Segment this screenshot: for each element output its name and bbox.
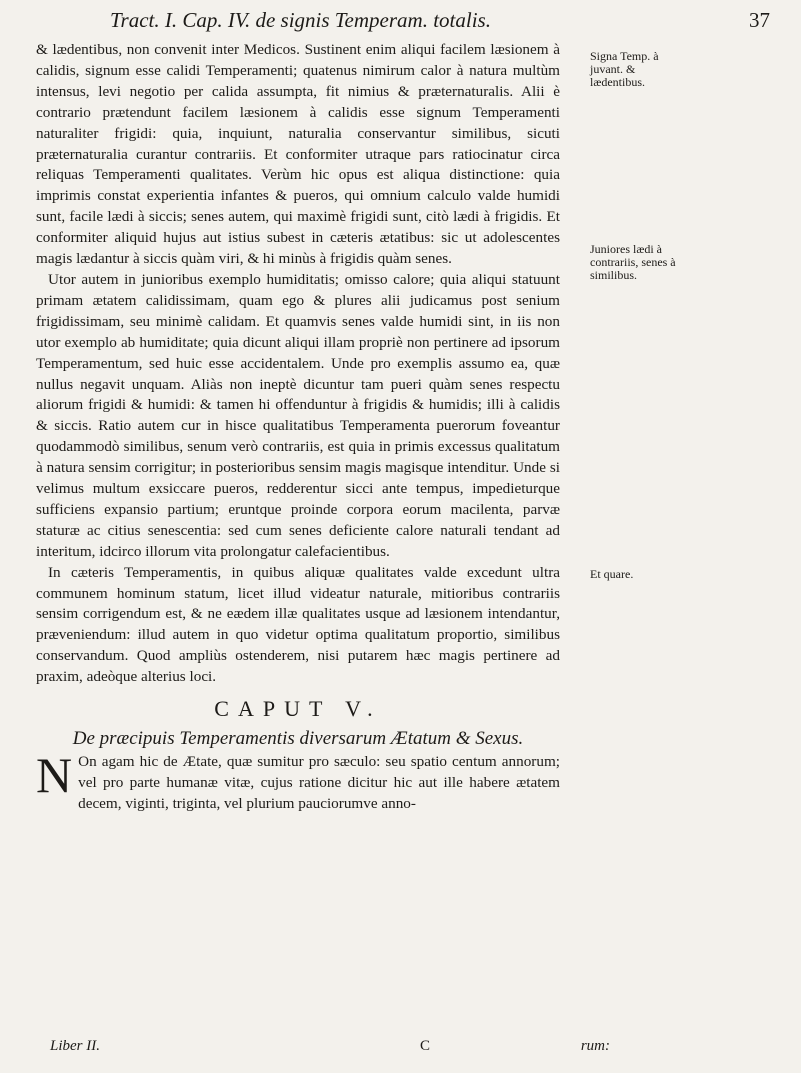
chapter-heading: CAPUT V. — [214, 696, 382, 722]
margin-note-signa: Signa Temp. à juvant. & lædentibus. — [590, 49, 659, 89]
drop-initial: N — [36, 747, 73, 804]
page-number: 37 — [749, 8, 770, 32]
paragraph-3: In cæteris Temperamentis, in quibus aliquæ qualitates valde excedunt ultra communem hominum statum, licet illud videatur naturale, mitioribus contrariis sensim corrigendum est, & ne eædem illæ qualitates usque ad læsionem intendantur, præveniendum: illud autem in quo videtur optima qualitatum proportio, similibus conservandum. Quod ampliùs ostenderem, nisi putarem hæc magis pertinere ad praxim, adeòque alterius loci. — [36, 563, 560, 686]
paragraph-4 — [36, 747, 560, 815]
paragraph-4-text: On agam hic de Ætate, quæ sumitur pro sæculo: seu spatio centum annorum; vel pro parte humanæ vitæ, cujus ratione dicitur hic aut ille habere ætatem decem, viginti, triginta, vel plurium pauciorumve anno- — [78, 753, 560, 812]
chapter-subtitle: De præcipuis Temperamentis diversarum Ætatum & Sexus. — [72, 728, 524, 750]
signature-mark: C — [420, 1038, 431, 1054]
paragraph-2: Utor autem in junioribus exemplo humiditatis; omisso calore; quia aliqui statuunt primam ætatem calidissimam, quam ego & plures alii judicamus post senium frigidissimam, seu minimè calidam. Et quamvis senes valde humidi sint, in iis non utor exemplo ab humiditate; quia dicunt aliqui illam propriè non pertinere ad ipsorum Temperamentum, sed huic esse accidentalem. Unde pro exemplis assumo ea, quæ nullus negavit unquam. Aliàs non ineptè dicuntur tam pueri quàm senes respectu aliorum frigidi & humidi: & tamen hi offenduntur à frigidis & humidis; illi à calidis & siccis. Ratio autem cur in hisce qualitatibus Temperamenta puerorum foveantur quodammodò similibus, senum verò contrariis, est quia in primis excessus qualitatum à natura sensim corrigitur; in posterioribus sensim magis magisque intenditur. Unde si velimus multum exsiccare pueros, redderentur sicci ante tempus, impedieturque sufficiens expansio partium; eruntque proinde corpora eorum macilenta, parvæ staturæ ac citius senescentia: sed cum senes deficiente calore naturali tendant ad interitum, idcirco illorum vita prolongatur calefacientibus. — [36, 270, 560, 560]
running-head — [110, 8, 770, 38]
margin-note-et-quare: Et quare. — [590, 567, 634, 581]
page-footer — [50, 1038, 610, 1060]
main-text-column — [36, 40, 560, 815]
catchword: rum: — [580, 1038, 610, 1054]
running-head-title: Tract. I. Cap. IV. de signis Temperam. totalis. — [110, 8, 491, 32]
gathering-signature: Liber II. — [50, 1038, 100, 1054]
margin-note-juniores: Juniores lædi à contrariis, senes à similibus. — [590, 242, 676, 282]
paragraph-1: & lædentibus, non convenit inter Medicos. Sustinent enim aliqui facilem læsionem à calidis, signum esse calidi Temperamenti; quatenus nimirum calor à natura multùm intensus, levi negotio per calida assumpta, fit nimius & præternaturalis. Alii è contrario prætendunt facilem læsionem à calidis esse signum Temperamenti naturaliter frigidi: quia, inquiunt, naturalia conservantur similibus, sicuti præternaturalia curantur contrariis. Et conformiter utraque pars ratiocinatur circa reliquas Temperamenti qualitates. Verùm hic opus est aliqua distinctione: quia imprimis constat experientia infantes & pueros, qui omnium calculo valde humidi sunt, facile lædi à siccis; senes autem, qui maximè frigidi sunt, citò lædi à frigidis. Et conformiter aliquid hujus aut istius subest in cæteris ætatibus: sic ut adolescentes magis lædantur à siccis quàm viri, & hi minùs à frigidis quàm senes. — [36, 41, 560, 268]
